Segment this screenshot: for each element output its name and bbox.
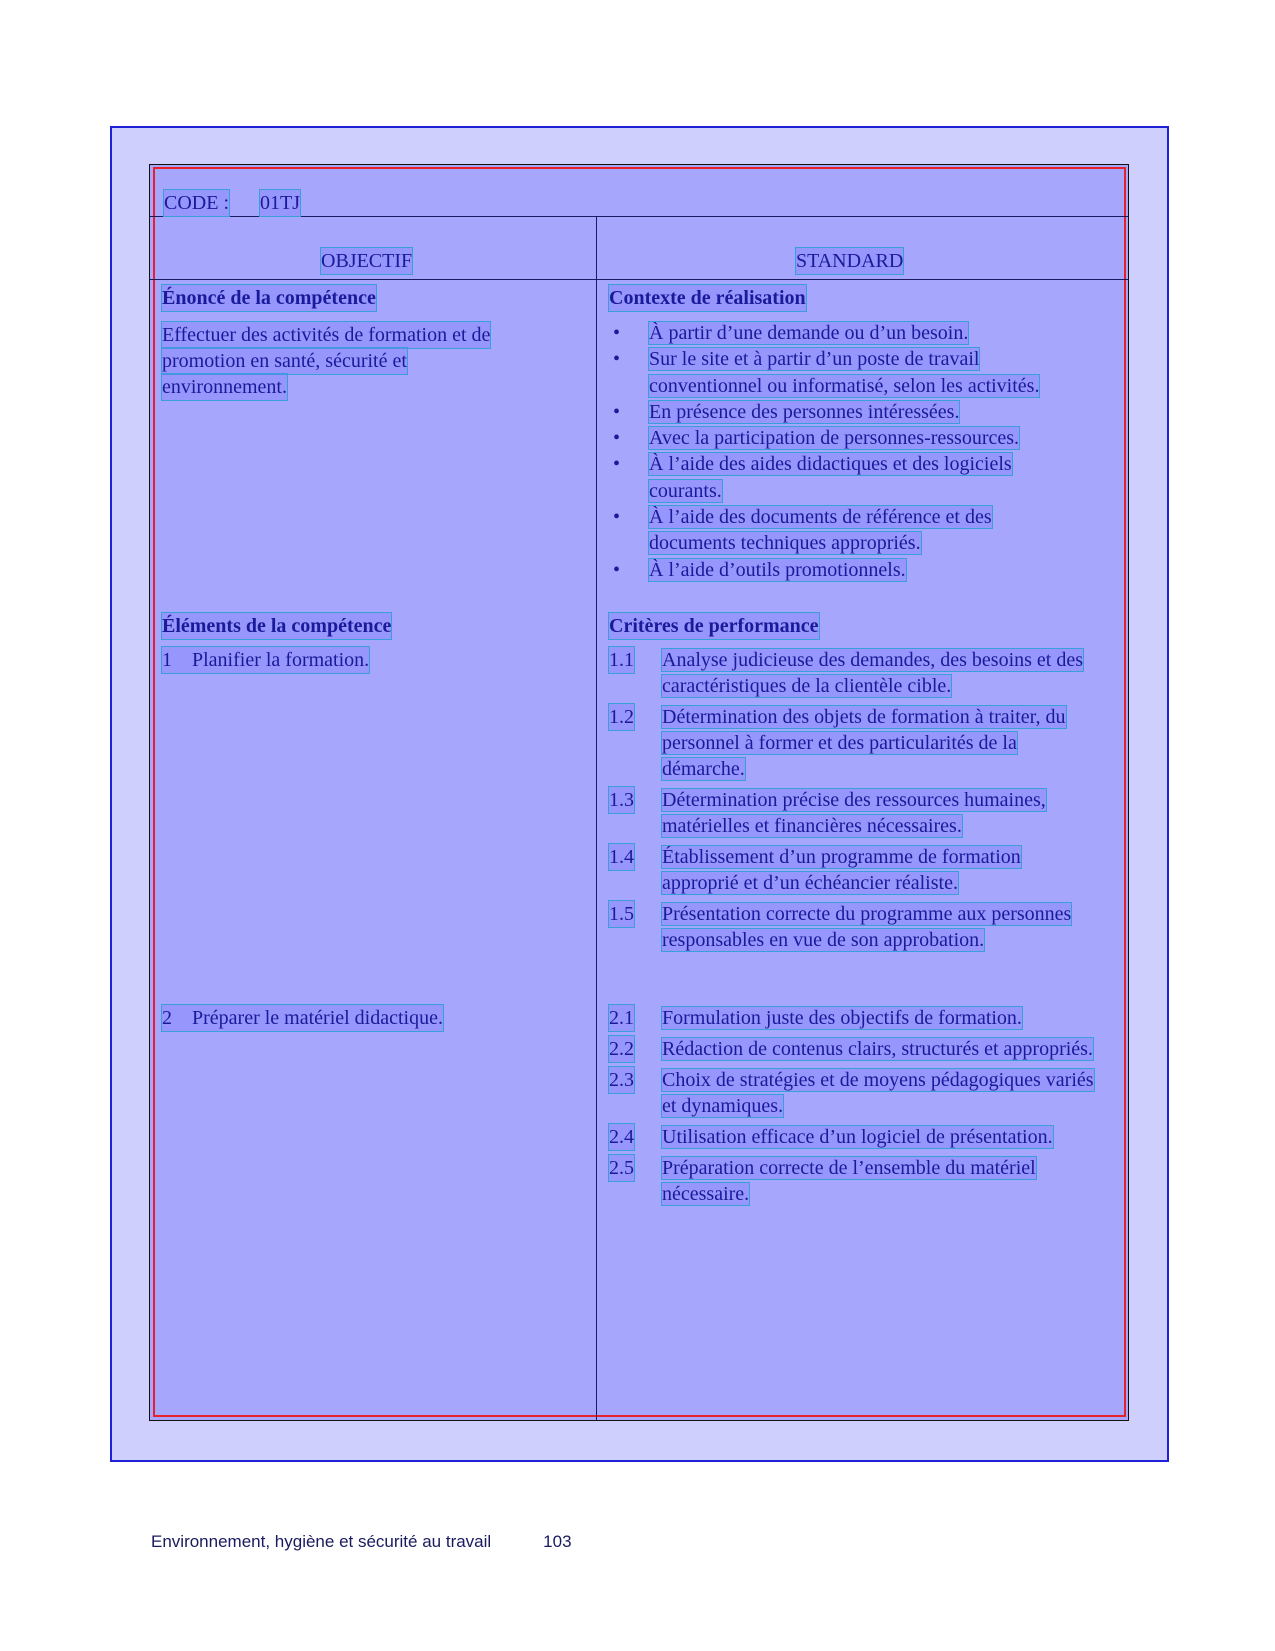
bullet: • xyxy=(613,400,621,423)
enonce-line: promotion en santé, sécurité et xyxy=(162,350,407,372)
criteres-title: Critères de performance xyxy=(609,615,819,637)
criteres-group-1 xyxy=(609,647,1101,958)
element-text: Préparer le matériel didactique. xyxy=(192,1007,443,1029)
list-item: 1.3 Détermination précise des ressources humaines, matérielles et financières nécessaires. xyxy=(609,789,1046,837)
header-divider xyxy=(150,279,1128,280)
list-item: • À partir d’une demande ou d’un besoin. xyxy=(613,320,1083,346)
page-footer xyxy=(151,1532,572,1552)
page-number: 103 xyxy=(543,1532,572,1551)
list-item: 2.1 Formulation juste des objectifs de formation. xyxy=(609,1007,1022,1029)
element-number: 2 xyxy=(162,1007,172,1029)
list-item: 1.4 Établissement d’un programme de formation approprié et d’un échéancier réaliste. xyxy=(609,846,1021,894)
list-item: 1.1 Analyse judicieuse des demandes, des besoins et des caractéristiques de la clientèle cible. xyxy=(609,649,1084,697)
list-item: 2.3 Choix de stratégies et de moyens pédagogiques variés et dynamiques. xyxy=(609,1069,1094,1117)
list-item: 1.2 Détermination des objets de formation à traiter, du personnel à former et des particularités de la démarche. xyxy=(609,706,1066,780)
footer-title: Environnement, hygiène et sécurité au travail xyxy=(151,1532,492,1551)
code-divider xyxy=(150,216,1128,217)
list-item: 1.5 Présentation correcte du programme aux personnes responsables en vue de son approbation. xyxy=(609,903,1072,951)
list-item: 2.2 Rédaction de contenus clairs, structurés et appropriés. xyxy=(609,1038,1093,1060)
objectif-header: OBJECTIF xyxy=(321,250,413,272)
contexte-list xyxy=(613,320,1083,583)
list-item: • À l’aide d’outils promotionnels. xyxy=(613,557,1083,583)
element-text: Planifier la formation. xyxy=(192,649,370,671)
elements-title: Éléments de la compétence xyxy=(162,615,392,637)
list-item: • À l’aide des documents de référence et des documents techniques appropriés. xyxy=(613,506,992,555)
list-item: • Sur le site et à partir d’un poste de travail conventionnel ou informatisé, selon les activités. xyxy=(613,348,1040,397)
list-item: 2.4 Utilisation efficace d’un logiciel de présentation. xyxy=(609,1126,1053,1148)
element-1 xyxy=(162,647,369,673)
list-item: • En présence des personnes intéressées. xyxy=(613,399,1083,425)
element-2 xyxy=(162,1005,443,1031)
column-divider xyxy=(596,217,597,1420)
code-label: CODE : xyxy=(164,192,229,214)
bullet: • xyxy=(613,348,621,371)
bullet: • xyxy=(613,322,621,344)
enonce-title: Énoncé de la compétence xyxy=(162,287,376,309)
list-item: • À l’aide des aides didactiques et des logiciels courants. xyxy=(613,453,1012,502)
standard-header: STANDARD xyxy=(796,250,904,272)
list-item: • Avec la participation de personnes-ressources. xyxy=(613,425,1083,451)
enonce-line: environnement. xyxy=(162,376,287,398)
bullet: • xyxy=(613,506,621,529)
bullet: • xyxy=(613,427,621,450)
list-item: 2.5 Préparation correcte de l’ensemble du matériel nécessaire. xyxy=(609,1157,1036,1205)
criteres-group-2 xyxy=(609,1005,1101,1212)
contexte-title: Contexte de réalisation xyxy=(609,287,806,309)
element-number: 1 xyxy=(162,649,172,671)
code-value: 01TJ xyxy=(260,192,300,214)
bullet: • xyxy=(613,558,621,581)
bullet: • xyxy=(613,453,621,476)
enonce-line: Effectuer des activités de formation et de xyxy=(162,324,491,346)
